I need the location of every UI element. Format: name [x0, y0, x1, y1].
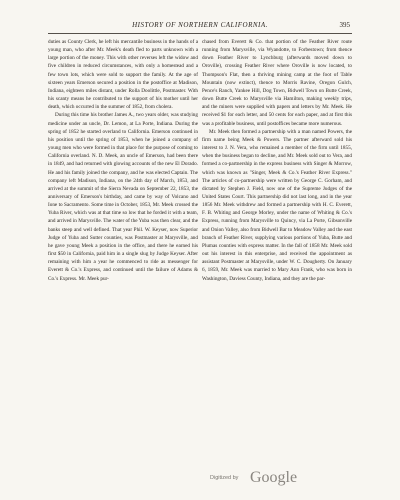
watermark-prefix: Digitized by [210, 475, 239, 481]
text-columns [48, 38, 352, 461]
paragraph: chased from Everett & Co. that portion of the Feather River route running from Marysville, via Wyandotte, to Forbestown; from thence down Feather River to Lynchburg (afterwards moved down to Oroville), crossing Feather River where Oroville is now located, to Thompson's Flat, then a thriving mining camp at the foot of Table Mountain (now extinct), thence to Morris Ravine, Oregon Gulch, Pence's Ranch, Yankee Hill, Dog Town, Bidwell Town on Butte Creek, down Butte Creek to Marysville via Hamilton, making weekly trips, and the miners were supplied with papers and letters by Mr. Meek. He received $1 for each letter, and 50 cents for each paper, and at first this was a profitable business, until postoffices became more numerous. [202, 39, 352, 127]
svg-text:Google: Google [250, 469, 298, 486]
left-column [48, 38, 198, 461]
paragraph: Mr. Meek then formed a partnership with a man named Powers, the firm name being Meek & Powers. The partner afterward sold his interest to J. N. Vera, who remained a member of the firm until 1855, when the business began to decline, and Mr. Meek sold out to Vera, and formed a co-partnership in the express business with Singer & Morrow, which was known as "Singer, Meek & Co.'s Feather River Express." The articles of co-partnership were written by George C. Gorham, and dictated by Stephen J. Field, now one of the Supreme Judges of the United States Court. This partnership did not last long, and in the year 1856 Mr. Meek withdrew and formed a partnership with H. C. Everett, F. B. Whiting and George Morley, under the name of Whiting & Co.'s Express, running from Marysville to Quincy, via La Porte, Gibsonville and Onion Valley, also from Bidwell Bar to Meadow Valley and the east branch of Feather River, supplying various portions of Yuba, Butte and Plumas counties with express matter. In the fall of 1858 Mr. Meek sold out his interest in this enterprise, and received the appointment as assistant Postmaster at Marysville, under W. C. Dougherty. On January 6, 1859, Mr. Meek was married to Mary Ann Frank, who was born in Washington, Daviess County, Indiana, and they are the par- [202, 128, 352, 282]
page-header [48, 21, 352, 33]
running-title: HISTORY OF NORTHERN CALIFORNIA. [132, 21, 268, 29]
right-column [202, 38, 352, 461]
paragraph: During this time his brother James A., two years older, was studying medicine under an uncle, Dr. Lemon, at La Porte, Indiana. During the spring of 1852 he started overland to California. Emerson continued in his position until the spring of 1853, when he joined a company of young men who were formed in that place for the purpose of coming to California overland. N. D. Meek, an uncle of Emerson, had been there in 1849, and had returned with glowing accounts of the new El Dorado. He and his family joined the company, and he was elected Captain. The company left Madison, Indiana, on the 24th day of March, 1853, and arrived at the summit of the Sierra Nevada on September 22, 1853, the anniversary of Emerson's birthday, and came by way of Volcano and Ione to Sacramento. Some time in October, 1853, Mr. Meek crossed the Yuba River, which was at that time so low that he forded it with a team, and arrived in Marysville. The water of the Yuba was then clear, and the banks steep and well defined. That year Phil. W. Keyser, now Superior Judge of Yuba and Sutter counties, was Postmaster at Marysville, and he gave young Meek a position in the office, and there he earned his first $50 in California, paid him in a single slug by Judge Keyser. After remaining with him a year he commenced to ride as messenger for Everett & Co.'s Express, and continued until the failure of Adams & Co.'s Express. Mr. Meek pur- [48, 112, 198, 282]
digitization-watermark [176, 466, 346, 488]
google-logo [250, 466, 330, 488]
page-number: 395 [339, 21, 350, 29]
header-rule [48, 33, 352, 34]
paragraph: duties as County Clerk, he left his mercantile business in the hands of a young man, who after Mr. Meek's death fled to parts unknown with a large portion of the money. This with other reverses left the widow and five children in reduced circumstances, with only a homestead and a few town lots, which were sold to support the family. At the age of sixteen years Emerson secured a position in the postoffice at Madison, Indiana, eighteen miles distant, under Rolla Doolittle, Postmaster. With his scanty means he contributed to the support of his mother until her death, which occurred in the summer of 1852, from cholera. [48, 39, 198, 111]
